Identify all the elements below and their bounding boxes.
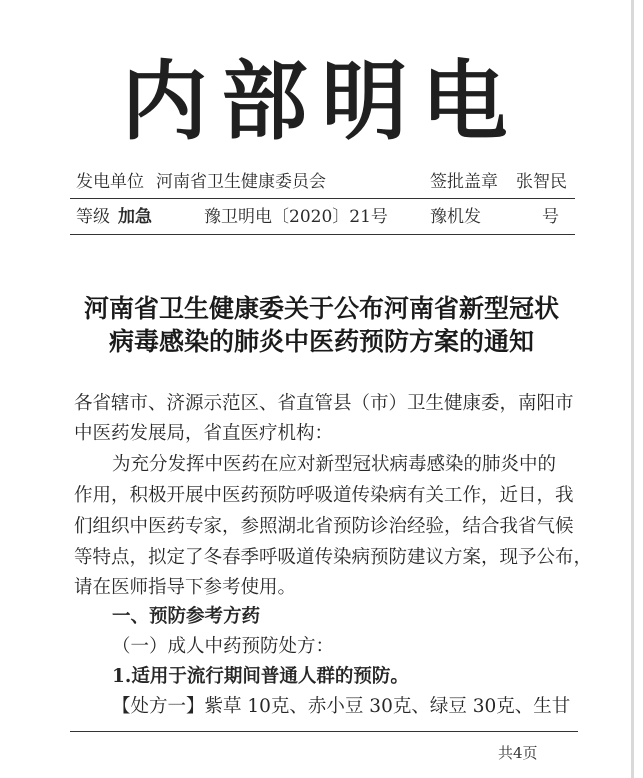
item-heading: 1.适用于流行期间普通人群的预防。 xyxy=(112,666,409,687)
approval-value: 张智民 xyxy=(516,172,567,192)
paragraph-line-1: 为充分发挥中医药在应对新型冠状病毒感染的肺炎中的 xyxy=(112,454,557,475)
paragraph-line-4: 等特点，拟定了冬春季呼吸道传染病预防建议方案，现予公布， xyxy=(74,547,593,568)
notice-title-line-2: 病毒感染的肺炎中医药预防方案的通知 xyxy=(108,327,534,356)
footer-rule xyxy=(70,731,578,732)
subsection-heading: （一）成人中药预防处方： xyxy=(112,636,335,657)
masthead-title: 内部明电 xyxy=(121,52,522,152)
addressee-line-1: 各省辖市、济源示范区、省直管县（市）卫生健康委，南阳市 xyxy=(74,393,574,414)
notice-title-line-1: 河南省卫生健康委关于公布河南省新型冠状 xyxy=(83,294,559,323)
receiver-suffix: 号 xyxy=(542,207,559,227)
prescription-line: 【处方一】紫草 10克、赤小豆 30克、绿豆 30克、生甘 xyxy=(112,696,571,717)
sender-value: 河南省卫生健康委员会 xyxy=(156,172,326,192)
level-value: 加急 xyxy=(118,207,152,227)
addressee-line-2: 中医药发展局，省直医疗机构： xyxy=(74,423,334,444)
level-label: 等级 xyxy=(76,207,110,227)
approval-label: 签批盖章 xyxy=(430,172,498,192)
header-rule-2 xyxy=(70,234,575,235)
paragraph-line-3: 们组织中医药专家，参照湖北省预防诊治经验，结合我省气候 xyxy=(74,516,574,537)
paragraph-line-5: 请在医师指导下参考使用。 xyxy=(74,577,297,598)
header-rule-1 xyxy=(70,198,575,199)
sender-label: 发电单位 xyxy=(76,172,144,192)
document-number: 豫卫明电〔2020〕21号 xyxy=(204,207,388,227)
section-heading: 一、预防参考方药 xyxy=(112,606,261,627)
page-count: 共4页 xyxy=(498,744,538,762)
receiver-label: 豫机发 xyxy=(430,207,481,227)
paragraph-line-2: 作用，积极开展中医药预防呼吸道传染病有关工作，近日，我 xyxy=(74,485,574,506)
